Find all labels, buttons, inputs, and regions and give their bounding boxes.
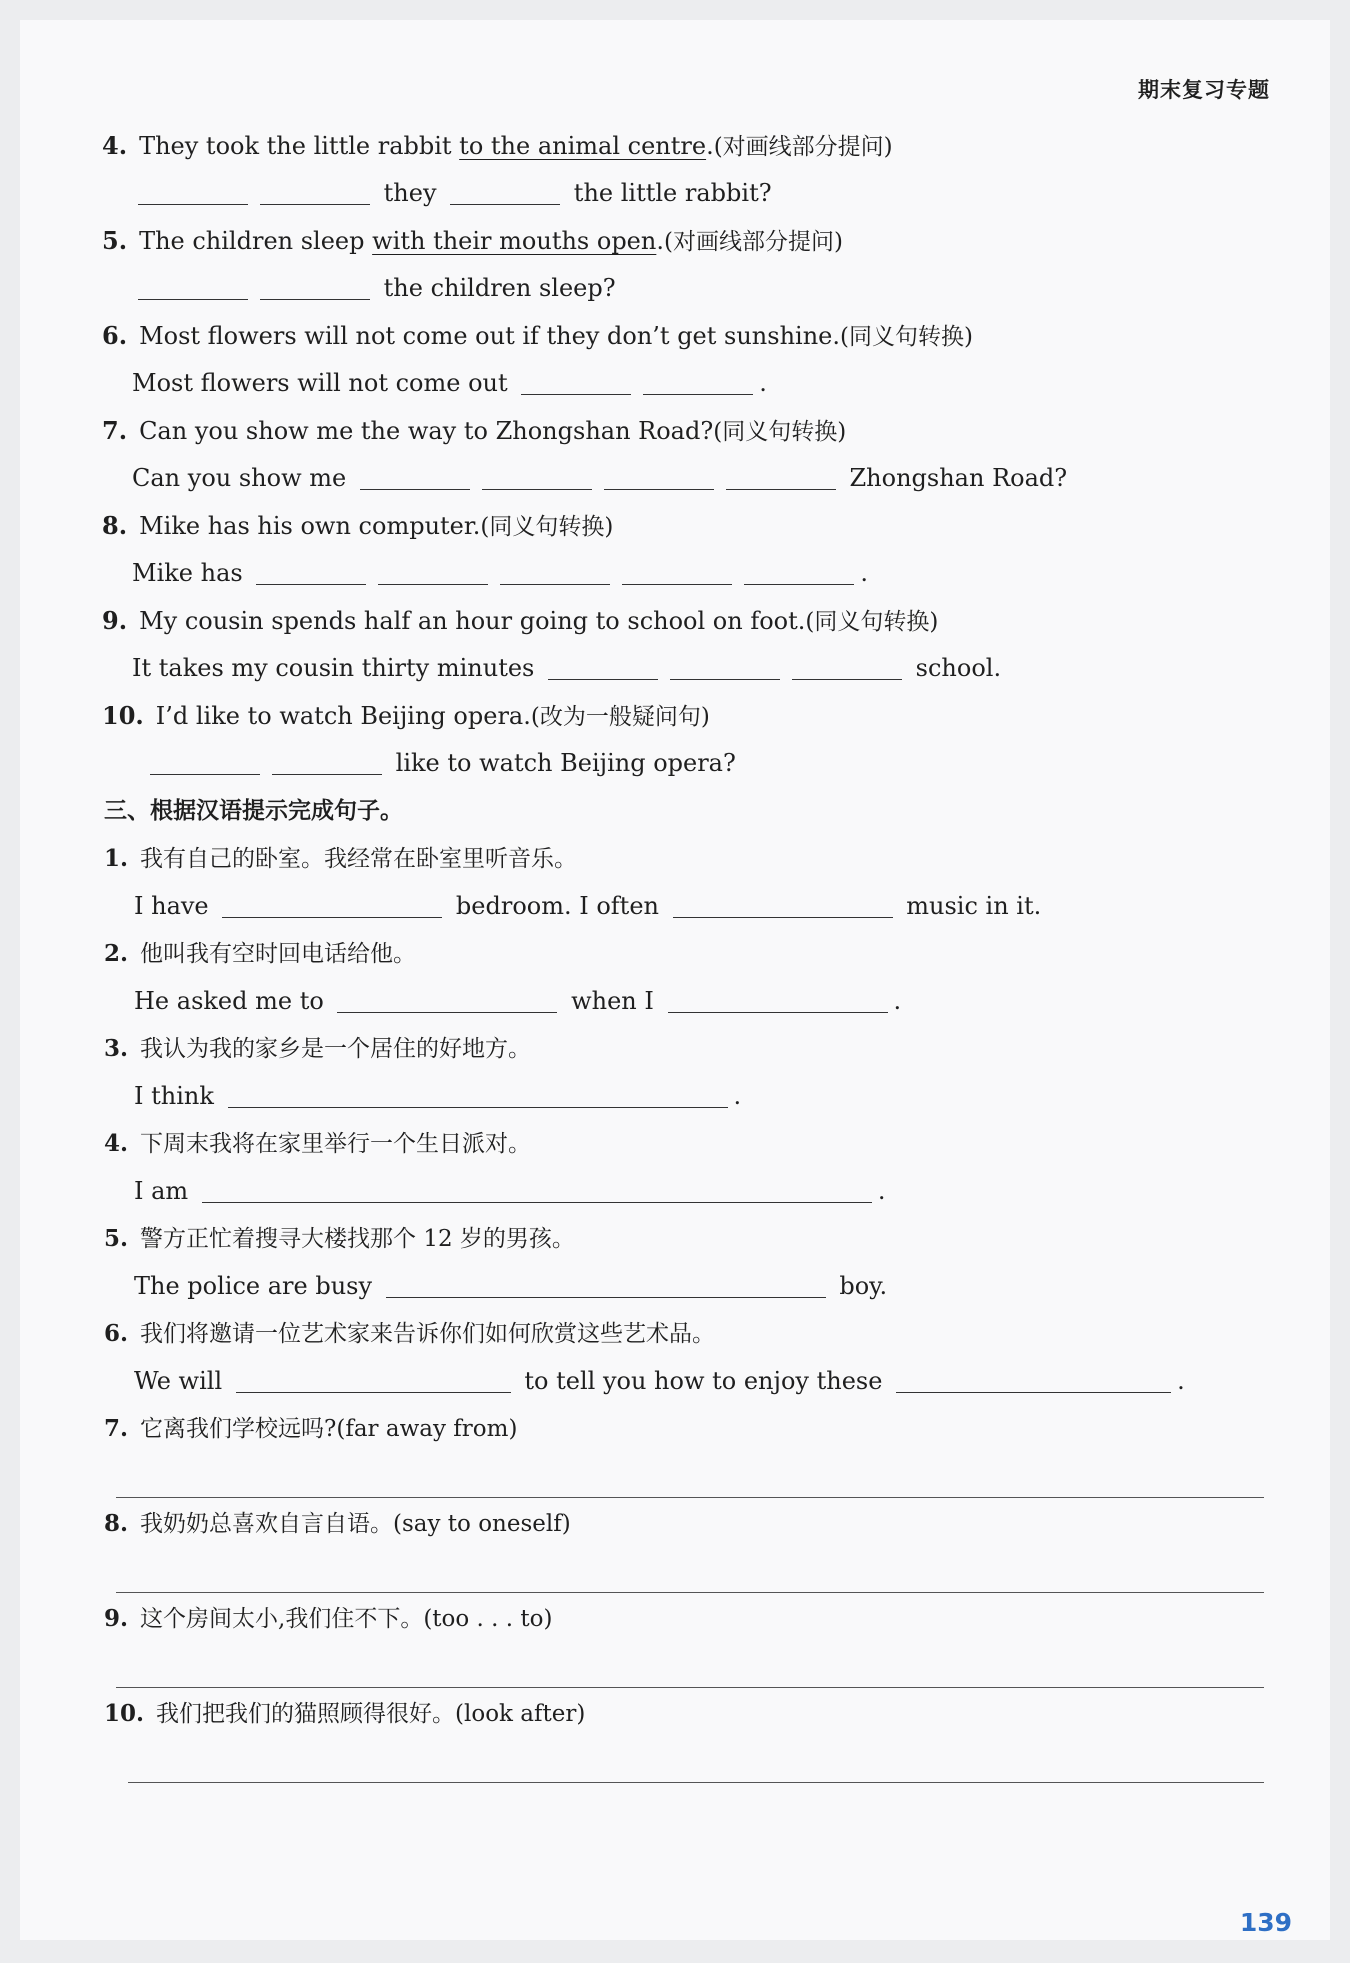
blank[interactable] [272, 748, 382, 775]
answer-line-7: Can you show me Zhongshan Road? [132, 464, 1068, 492]
blank[interactable] [482, 463, 592, 490]
blank[interactable] [622, 558, 732, 585]
s3-answer-1: I have bedroom. I often music in it. [134, 892, 1042, 920]
question-9: 9. My cousin spends half an hour going to school on foot.(同义句转换) [102, 606, 939, 635]
question-7: 7. Can you show me the way to Zhongshan Road?(同义句转换) [102, 416, 847, 445]
hint: (look after) [455, 1701, 586, 1727]
blank[interactable] [138, 273, 248, 300]
underlined-phrase: to the animal centre [459, 132, 707, 160]
blank[interactable] [521, 368, 631, 395]
blank[interactable] [744, 558, 854, 585]
blank[interactable] [670, 653, 780, 680]
blank[interactable] [500, 558, 610, 585]
s3-question-5: 5. 警方正忙着搜寻大楼找那个 12 岁的男孩。 [104, 1225, 575, 1252]
blank[interactable] [378, 558, 488, 585]
s3-question-4: 4. 下周末我将在家里举行一个生日派对。 [104, 1130, 532, 1157]
s3-answer-5: The police are busy boy. [134, 1272, 888, 1300]
blank[interactable] [202, 1176, 872, 1203]
s3-question-9: 9. 这个房间太小,我们住不下。(too . . . to) [104, 1605, 553, 1632]
blank[interactable] [450, 178, 560, 205]
s3-answer-2: He asked me to when I . [134, 987, 902, 1015]
s3-question-1: 1. 我有自己的卧室。我经常在卧室里听音乐。 [104, 845, 578, 872]
blank[interactable] [792, 653, 902, 680]
blank[interactable] [604, 463, 714, 490]
instruction: (改为一般疑问句) [530, 704, 710, 730]
s3-question-10: 10. 我们把我们的猫照顾得很好。(look after) [104, 1700, 586, 1727]
blank[interactable] [548, 653, 658, 680]
s3-answer-4: I am . [134, 1177, 886, 1205]
blank[interactable] [256, 558, 366, 585]
blank[interactable] [228, 1081, 728, 1108]
blank[interactable] [386, 1271, 826, 1298]
s3-question-7: 7. 它离我们学校远吗?(far away from) [104, 1415, 518, 1442]
instruction: (对画线部分提问) [663, 229, 843, 255]
hint: (far away from) [336, 1416, 518, 1442]
blank[interactable] [260, 178, 370, 205]
question-8: 8. Mike has his own computer.(同义句转换) [102, 511, 614, 540]
answer-line-10: like to watch Beijing opera? [144, 743, 736, 783]
s3-question-6: 6. 我们将邀请一位艺术家来告诉你们如何欣赏这些艺术品。 [104, 1320, 716, 1347]
question-10: 10. I’d like to watch Beijing opera.(改为一般疑问句) [102, 701, 710, 730]
instruction: (同义句转换) [805, 609, 939, 635]
answer-line[interactable] [128, 1782, 1264, 1783]
answer-line-8: Mike has . [132, 559, 868, 587]
question-4: 4. They took the little rabbit to the animal centre.(对画线部分提问) [102, 131, 893, 160]
answer-line[interactable] [116, 1497, 1264, 1498]
blank[interactable] [337, 986, 557, 1013]
blank[interactable] [138, 178, 248, 205]
hint: (say to oneself) [393, 1511, 571, 1537]
worksheet-page [20, 20, 1330, 1940]
answer-line[interactable] [116, 1592, 1264, 1593]
s3-question-8: 8. 我奶奶总喜欢自言自语。(say to oneself) [104, 1510, 571, 1537]
question-6: 6. Most flowers will not come out if they don’t get sunshine.(同义句转换) [102, 321, 973, 350]
s3-answer-3: I think . [134, 1082, 742, 1110]
answer-line-6: Most flowers will not come out . [132, 369, 767, 397]
instruction: (对画线部分提问) [713, 134, 893, 160]
instruction: (同义句转换) [840, 324, 973, 350]
blank[interactable] [643, 368, 753, 395]
question-5: 5. The children sleep with their mouths open.(对画线部分提问) [102, 226, 843, 255]
instruction: (同义句转换) [480, 514, 614, 540]
blank[interactable] [236, 1366, 511, 1393]
s3-question-3: 3. 我认为我的家乡是一个居住的好地方。 [104, 1035, 532, 1062]
section-title: 三、根据汉语提示完成句子。 [104, 798, 403, 824]
page-number: 139 [1239, 1908, 1292, 1937]
underlined-phrase: with their mouths open [372, 227, 657, 255]
blank[interactable] [150, 748, 260, 775]
blank[interactable] [726, 463, 836, 490]
answer-line-9: It takes my cousin thirty minutes school. [132, 654, 1002, 682]
page-header: 期末复习专题 [1138, 78, 1270, 102]
blank[interactable] [260, 273, 370, 300]
blank[interactable] [360, 463, 470, 490]
answer-line[interactable] [116, 1687, 1264, 1688]
blank[interactable] [668, 986, 888, 1013]
s3-answer-6: We will to tell you how to enjoy these . [134, 1367, 1185, 1395]
answer-line-5: the children sleep? [132, 268, 616, 308]
blank[interactable] [896, 1366, 1171, 1393]
answer-line-4: they the little rabbit? [132, 173, 772, 213]
s3-question-2: 2. 他叫我有空时回电话给他。 [104, 940, 417, 967]
blank[interactable] [673, 891, 893, 918]
hint: (too . . . to) [423, 1606, 553, 1632]
instruction: (同义句转换) [713, 419, 847, 445]
blank[interactable] [222, 891, 442, 918]
